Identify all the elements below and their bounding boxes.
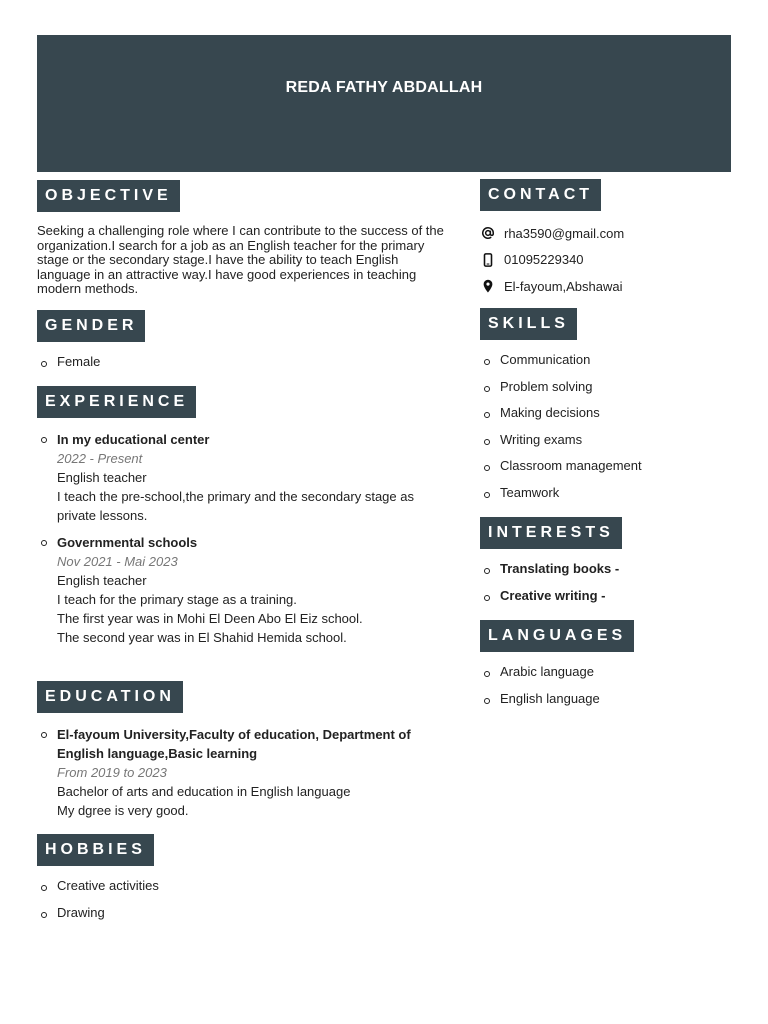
location-text: El-fayoum,Abshawai — [504, 278, 623, 294]
languages-heading: LANGUAGES — [480, 620, 634, 652]
education-line: Bachelor of arts and education in English language — [57, 784, 351, 799]
list-item: Female — [37, 354, 447, 369]
header-banner — [37, 35, 731, 172]
location-pin-icon — [480, 278, 496, 294]
hobbies-heading: HOBBIES — [37, 834, 154, 866]
experience-role: English teacher — [57, 470, 147, 485]
experience-line: The first year was in Mohi El Deen Abo El Eiz school. — [57, 611, 363, 626]
list-item: English language — [480, 691, 740, 718]
experience-line: The second year was in El Shahid Hemida school. — [57, 630, 347, 645]
skills-section — [480, 308, 740, 511]
education-section — [37, 681, 447, 820]
experience-dates: Nov 2021 - Mai 2023 — [57, 554, 178, 569]
list-item: Drawing — [37, 905, 447, 932]
list-item: Creative activities — [37, 878, 447, 905]
at-icon — [480, 225, 496, 241]
gender-heading: GENDER — [37, 310, 145, 342]
contact-email — [480, 220, 740, 247]
objective-heading: OBJECTIVE — [37, 180, 180, 212]
candidate-name: REDA FATHY ABDALLAH — [285, 79, 483, 96]
objective-section — [37, 180, 447, 297]
objective-text: Seeking a challenging role where I can contribute to the success of the organization.I search for a job as an English teacher for the primary stage or the secondary stage.I have the ability to teach English language in an attractive way.I have good experiences in teaching modern methods. — [37, 223, 444, 296]
experience-section — [37, 386, 447, 647]
education-line: My dgree is very good. — [57, 803, 189, 818]
education-heading: EDUCATION — [37, 681, 183, 713]
list-item: Translating books - — [480, 561, 740, 588]
list-item: Arabic language — [480, 664, 740, 691]
languages-section — [480, 620, 740, 717]
list-item: Communication — [480, 352, 740, 379]
phone-text: 01095229340 — [504, 252, 584, 268]
list-item: Creative writing - — [480, 588, 740, 615]
contact-phone — [480, 247, 740, 274]
experience-entry — [37, 430, 447, 525]
experience-dates: 2022 - Present — [57, 451, 143, 466]
list-item: Writing exams — [480, 432, 740, 459]
gender-section — [37, 310, 447, 369]
experience-line: I teach for the primary stage as a training. — [57, 592, 297, 607]
interests-heading: INTERESTS — [480, 517, 622, 549]
interests-section — [480, 517, 740, 614]
education-entry — [37, 725, 447, 820]
list-item: Teamwork — [480, 485, 740, 512]
experience-org: In my educational center — [57, 432, 210, 447]
phone-icon — [480, 252, 496, 268]
experience-heading: EXPERIENCE — [37, 386, 196, 418]
contact-location — [480, 273, 740, 300]
contact-heading: CONTACT — [480, 179, 601, 211]
hobbies-section — [37, 834, 447, 931]
contact-section — [480, 179, 740, 300]
experience-role: English teacher — [57, 573, 147, 588]
experience-entry — [37, 533, 447, 647]
experience-org: Governmental schools — [57, 535, 198, 550]
list-item: Making decisions — [480, 405, 740, 432]
education-org: El-fayoum University,Faculty of education, Department of English language,Basic learning — [57, 727, 411, 761]
education-dates: From 2019 to 2023 — [57, 765, 167, 780]
list-item: Problem solving — [480, 379, 740, 406]
skills-heading: SKILLS — [480, 308, 577, 340]
list-item: Classroom management — [480, 458, 740, 485]
email-text[interactable]: rha3590@gmail.com — [504, 225, 625, 241]
experience-line: I teach the pre-school,the primary and the secondary stage as private lessons. — [57, 489, 414, 523]
